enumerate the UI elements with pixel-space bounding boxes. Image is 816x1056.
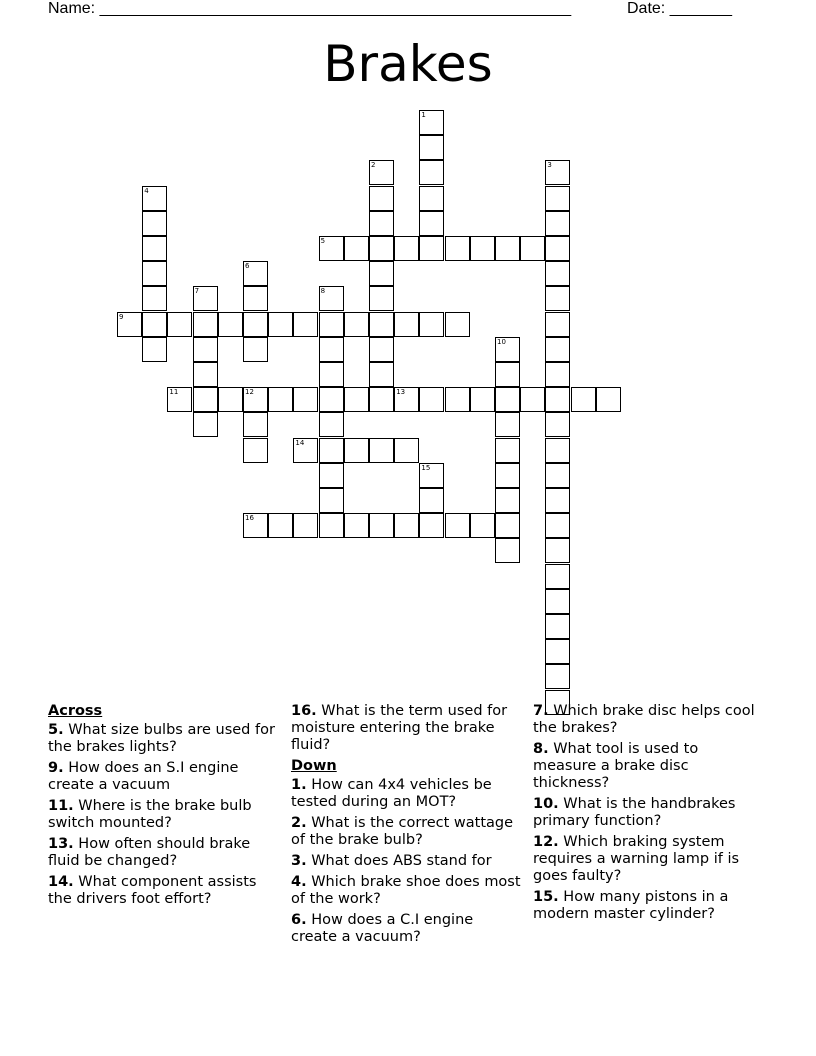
grid-cell[interactable] — [319, 438, 344, 463]
clue-down-3: 3. What does ABS stand for — [291, 853, 492, 869]
grid-cell[interactable] — [495, 412, 520, 437]
grid-cell[interactable] — [419, 236, 444, 261]
grid-cell[interactable] — [419, 160, 444, 185]
grid-cell[interactable] — [243, 412, 268, 437]
grid-cell[interactable] — [470, 236, 495, 261]
clue-number: 5 — [320, 237, 326, 245]
clue-down-6: 6. How does a C.I engine create a vacuum? — [291, 912, 474, 945]
grid-cell[interactable] — [319, 387, 344, 412]
grid-cell[interactable] — [394, 312, 419, 337]
grid-cell[interactable] — [545, 211, 570, 236]
grid-cell[interactable] — [369, 513, 394, 538]
clue-number: 16 — [245, 514, 254, 523]
clue-across-14: 14. What component assists the drivers foot effort? — [48, 874, 257, 907]
clue-number: 11 — [169, 388, 179, 397]
grid-cell[interactable] — [369, 387, 394, 412]
grid-cell[interactable] — [193, 337, 218, 362]
grid-cell[interactable] — [470, 513, 495, 538]
grid-cell[interactable] — [419, 211, 444, 236]
grid-cell[interactable] — [142, 186, 167, 211]
grid-cell[interactable] — [167, 387, 192, 412]
grid-cell[interactable] — [243, 312, 268, 337]
grid-cell[interactable] — [419, 186, 444, 211]
down-heading: Down — [291, 758, 337, 774]
clue-down-12: 12. Which braking system requires a warning lamp if is goes faulty? — [533, 834, 740, 884]
grid-cell[interactable] — [369, 261, 394, 286]
grid-cell[interactable] — [218, 387, 243, 412]
name-line: Name: _____________________________________________________ — [48, 0, 572, 17]
clue-down-15: 15. How many pistons in a modern master cylinder? — [533, 889, 729, 922]
grid-cell[interactable] — [545, 236, 570, 261]
grid-cell[interactable] — [319, 513, 344, 538]
grid-cell[interactable] — [369, 186, 394, 211]
grid-cell[interactable] — [142, 211, 167, 236]
grid-cell[interactable] — [142, 312, 167, 337]
grid-cell[interactable] — [419, 110, 444, 135]
grid-cell[interactable] — [419, 387, 444, 412]
grid-cell[interactable] — [243, 438, 268, 463]
grid-cell[interactable] — [193, 286, 218, 311]
grid-cell[interactable] — [545, 639, 570, 664]
grid-cell[interactable] — [495, 513, 520, 538]
grid-cell[interactable] — [394, 438, 419, 463]
grid-cell[interactable] — [495, 387, 520, 412]
clue-across-16: 16. What is the term used for moisture entering the brake fluid? — [291, 703, 508, 753]
grid-cell[interactable] — [243, 286, 268, 311]
clue-across-5: 5. What size bulbs are used for the brakes lights? — [48, 722, 275, 755]
grid-cell[interactable] — [419, 463, 444, 488]
grid-cell[interactable] — [268, 513, 293, 538]
grid-cell[interactable] — [545, 589, 570, 614]
clue-number: 12 — [245, 388, 254, 397]
date-line: Date: _______ — [627, 0, 732, 17]
grid-cell[interactable] — [419, 312, 444, 337]
clue-number: 4 — [144, 186, 149, 195]
grid-cell[interactable] — [545, 312, 570, 337]
clue-number: 15 — [421, 463, 431, 472]
clues-column-3 — [533, 703, 765, 927]
grid-cell[interactable] — [344, 513, 369, 538]
grid-cell[interactable] — [545, 261, 570, 286]
clue-number: 9 — [119, 312, 124, 321]
grid-cell[interactable] — [319, 412, 344, 437]
clues-column-1 — [48, 703, 280, 912]
grid-cell[interactable] — [319, 488, 344, 513]
grid-cell[interactable] — [545, 412, 570, 437]
grid-cell[interactable] — [545, 186, 570, 211]
grid-cell[interactable] — [369, 438, 394, 463]
grid-cell[interactable] — [545, 387, 570, 412]
grid-cell[interactable] — [520, 236, 545, 261]
grid-cell[interactable] — [369, 211, 394, 236]
across-heading: Across — [48, 703, 103, 719]
grid-cell[interactable] — [142, 337, 167, 362]
grid-cell[interactable] — [545, 337, 570, 362]
grid-cell[interactable] — [369, 236, 394, 261]
clues-column-2 — [291, 703, 523, 950]
grid-cell[interactable] — [243, 387, 268, 412]
grid-cell[interactable] — [319, 312, 344, 337]
clue-across-9: 9. How does an S.I engine create a vacuum — [48, 760, 239, 793]
grid-cell[interactable] — [369, 160, 394, 185]
clue-number: 2 — [371, 161, 376, 170]
clue-down-2: 2. What is the correct wattage of the brake bulb? — [291, 815, 514, 848]
grid-cell[interactable] — [193, 312, 218, 337]
grid-cell[interactable] — [445, 387, 470, 412]
grid-cell[interactable] — [344, 438, 369, 463]
grid-cell[interactable] — [419, 488, 444, 513]
grid-cell[interactable] — [369, 362, 394, 387]
grid-cell[interactable] — [344, 236, 369, 261]
clue-number: 8 — [320, 287, 326, 296]
grid-cell[interactable] — [495, 236, 520, 261]
grid-cell[interactable] — [293, 438, 318, 463]
grid-cell[interactable] — [193, 362, 218, 387]
grid-cell[interactable] — [369, 337, 394, 362]
grid-cell[interactable] — [495, 538, 520, 563]
grid-cell[interactable] — [596, 387, 621, 412]
grid-cell[interactable] — [545, 362, 570, 387]
grid-cell[interactable] — [545, 614, 570, 639]
grid-cell[interactable] — [268, 312, 293, 337]
grid-cell[interactable] — [545, 160, 570, 185]
grid-cell[interactable] — [193, 412, 218, 437]
clue-down-7: 7. Which brake disc helps cool the brakes? — [533, 703, 755, 736]
grid-cell[interactable] — [243, 513, 268, 538]
grid-cell[interactable] — [545, 564, 570, 589]
clue-number: 7 — [194, 287, 200, 296]
clue-across-11: 11. Where is the brake bulb switch mounted? — [48, 798, 252, 831]
clue-across-13: 13. How often should brake fluid be changed? — [48, 836, 251, 869]
grid-cell[interactable] — [545, 513, 570, 538]
grid-cell[interactable] — [142, 261, 167, 286]
grid-cell[interactable] — [319, 337, 344, 362]
grid-cell[interactable] — [520, 387, 545, 412]
grid-cell[interactable] — [117, 312, 142, 337]
grid-cell[interactable] — [445, 312, 470, 337]
grid-cell[interactable] — [142, 236, 167, 261]
grid-cell[interactable] — [545, 438, 570, 463]
grid-cell[interactable] — [394, 387, 419, 412]
grid-cell[interactable] — [193, 387, 218, 412]
grid-cell[interactable] — [293, 513, 318, 538]
grid-cell[interactable] — [319, 463, 344, 488]
grid-cell[interactable] — [445, 236, 470, 261]
grid-cell[interactable] — [319, 236, 344, 261]
grid-cell[interactable] — [142, 286, 167, 311]
clue-number: 1 — [421, 111, 426, 119]
clue-down-1: 1. How can 4x4 vehicles be tested during an MOT? — [291, 777, 492, 810]
clue-number: 13 — [396, 388, 406, 397]
clue-down-8: 8. What tool is used to measure a brake disc thickness? — [533, 741, 699, 791]
grid-cell[interactable] — [495, 438, 520, 463]
grid-cell[interactable] — [344, 312, 369, 337]
grid-cell[interactable] — [495, 463, 520, 488]
grid-cell[interactable] — [394, 236, 419, 261]
grid-cell[interactable] — [445, 513, 470, 538]
clue-down-10: 10. What is the handbrakes primary function? — [533, 796, 736, 829]
grid-cell[interactable] — [293, 387, 318, 412]
grid-cell[interactable] — [571, 387, 596, 412]
grid-cell[interactable] — [243, 337, 268, 362]
grid-cell[interactable] — [470, 387, 495, 412]
grid-cell[interactable] — [495, 362, 520, 387]
grid-cell[interactable] — [545, 463, 570, 488]
grid-cell[interactable] — [243, 261, 268, 286]
grid-cell[interactable] — [545, 664, 570, 689]
grid-cell[interactable] — [268, 387, 293, 412]
grid-cell[interactable] — [545, 488, 570, 513]
grid-cell[interactable] — [319, 286, 344, 311]
clue-number: 3 — [547, 161, 552, 170]
grid-cell[interactable] — [545, 538, 570, 563]
grid-cell[interactable] — [293, 312, 318, 337]
grid-cell[interactable] — [369, 286, 394, 311]
grid-cell[interactable] — [344, 387, 369, 412]
grid-cell[interactable] — [419, 513, 444, 538]
clue-number: 6 — [245, 262, 250, 271]
clue-number: 14 — [295, 438, 305, 447]
clue-number: 10 — [497, 337, 506, 346]
grid-cell[interactable] — [495, 488, 520, 513]
grid-cell[interactable] — [319, 362, 344, 387]
clue-down-4: 4. Which brake shoe does most of the work? — [291, 874, 521, 907]
grid-cell[interactable] — [369, 312, 394, 337]
grid-cell[interactable] — [167, 312, 192, 337]
grid-cell[interactable] — [218, 312, 243, 337]
grid-cell[interactable] — [419, 135, 444, 160]
grid-cell[interactable] — [495, 337, 520, 362]
grid-cell[interactable] — [545, 286, 570, 311]
page-title: Brakes — [323, 35, 493, 93]
grid-cell[interactable] — [394, 513, 419, 538]
